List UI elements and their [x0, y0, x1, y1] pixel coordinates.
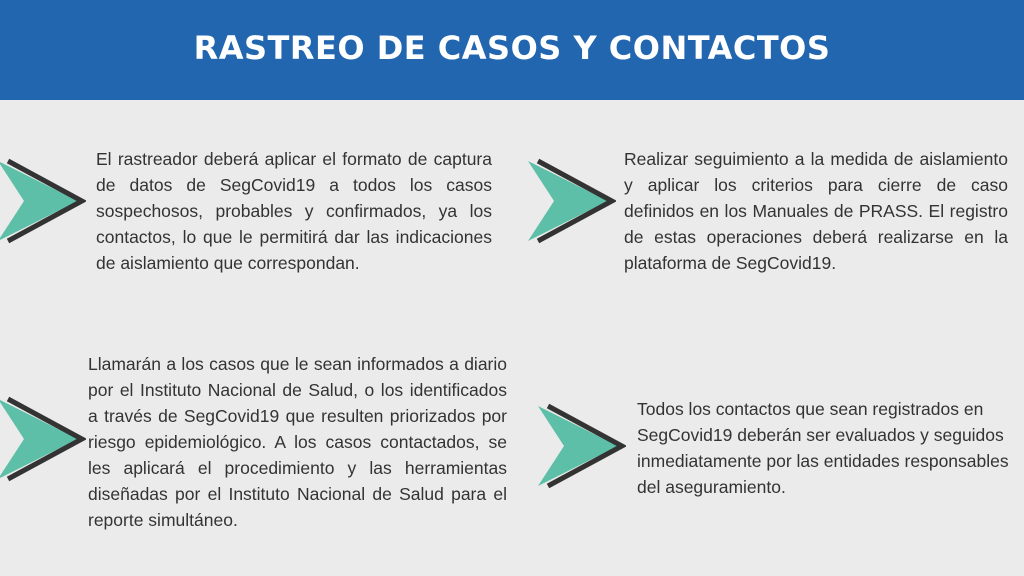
- item-text-4: Todos los contactos que sean registrados en SegCovid19 deberán ser evaluados y seguidos inmediatamente por las entidades responsables del aseguramiento.: [637, 399, 1009, 497]
- item-text-1: El rastreador deberá aplicar el formato de captura de datos de SegCovid19 a todos los casos sospechosos, probables y confirmados, ya los contactos, lo que le permitirá dar las indicaciones de aislamiento que correspondan.: [96, 149, 492, 273]
- header-banner: [0, 0, 1024, 100]
- item-text-3: Llamarán a los casos que le sean informados a diario por el Instituto Nacional de Salud, o los identificados a través de SegCovid19 que resulten priorizados por riesgo epidemiológico. A los casos contactados, se les aplicará el procedimiento y las herramientas diseñadas por el Instituto Nacional de Salud para el reporte simultáneo.: [88, 354, 507, 530]
- chevron-right-icon: [0, 155, 86, 247]
- chevron-right-icon: [524, 155, 616, 247]
- chevron-right-icon: [0, 393, 86, 485]
- item-text-2: Realizar seguimiento a la medida de aislamiento y aplicar los criterios para cierre de caso definidos en los Manuales de PRASS. El registro de estas operaciones deberá realizarse en la plataforma de SegCovid19.: [624, 149, 1008, 273]
- chevron-right-icon: [534, 400, 626, 492]
- page-title: RASTREO DE CASOS Y CONTACTOS: [193, 29, 831, 67]
